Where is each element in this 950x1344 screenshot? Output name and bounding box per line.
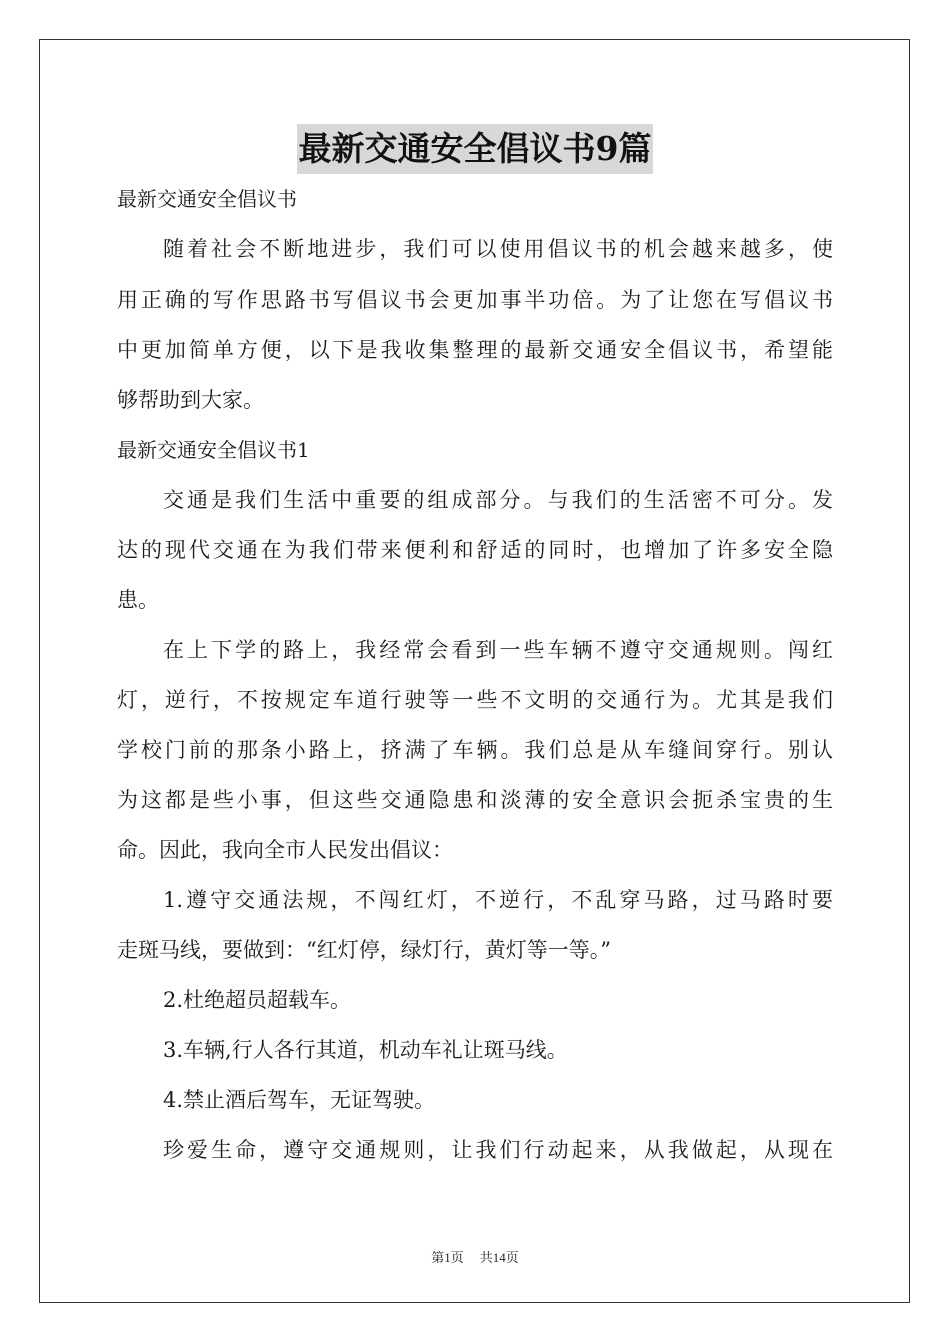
page-border [39,39,910,1303]
paragraph-line: 中更加简单方便，以下是我收集整理的最新交通安全倡议书，希望能 [117,338,833,362]
section-heading-1: 最新交通安全倡议书1 [117,438,310,462]
paragraph-line: 学校门前的那条小路上，挤满了车辆。我们总是从车缝间穿行。别认 [117,738,833,762]
paragraph-line: 珍爱生命，遵守交通规则，让我们行动起来，从我做起，从现在 [163,1138,833,1162]
document-title: 最新交通安全倡议书9篇 [297,124,654,174]
paragraph-line: 用正确的写作思路书写倡议书会更加事半功倍。为了让您在写倡议书 [117,288,833,312]
paragraph-line: 交通是我们生活中重要的组成部分。与我们的生活密不可分。发 [163,488,833,512]
list-item-line: 走斑马线，要做到：“红灯停，绿灯行，黄灯等一等。” [117,938,611,962]
paragraph-line: 为这都是些小事，但这些交通隐患和淡薄的安全意识会扼杀宝贵的生 [117,788,833,812]
paragraph-line: 达的现代交通在为我们带来便利和舒适的同时，也增加了许多安全隐 [117,538,833,562]
list-item-line: 3.车辆,行人各行其道，机动车礼让斑马线。 [163,1038,568,1062]
paragraph-line: 随着社会不断地进步，我们可以使用倡议书的机会越来越多，使 [163,237,833,261]
page-total: 共14页 [479,1250,519,1265]
paragraph-line: 患。 [117,588,159,612]
paragraph-line: 够帮助到大家。 [117,388,264,412]
list-item-line: 1.遵守交通法规，不闯红灯，不逆行，不乱穿马路，过马路时要 [163,888,833,912]
paragraph-line: 在上下学的路上，我经常会看到一些车辆不遵守交通规则。闯红 [163,638,833,662]
list-item-line: 4.禁止酒后驾车，无证驾驶。 [163,1088,436,1112]
section-heading-intro: 最新交通安全倡议书 [117,187,297,211]
paragraph-line: 灯，逆行，不按规定车道行驶等一些不文明的交通行为。尤其是我们 [117,688,833,712]
page-number: 第1页 [431,1250,464,1265]
document-title-wrap [0,124,950,174]
paragraph-line: 命。因此，我向全市人民发出倡议： [117,838,453,862]
list-item-line: 2.杜绝超员超载车。 [163,988,352,1012]
page-footer [0,1247,950,1266]
